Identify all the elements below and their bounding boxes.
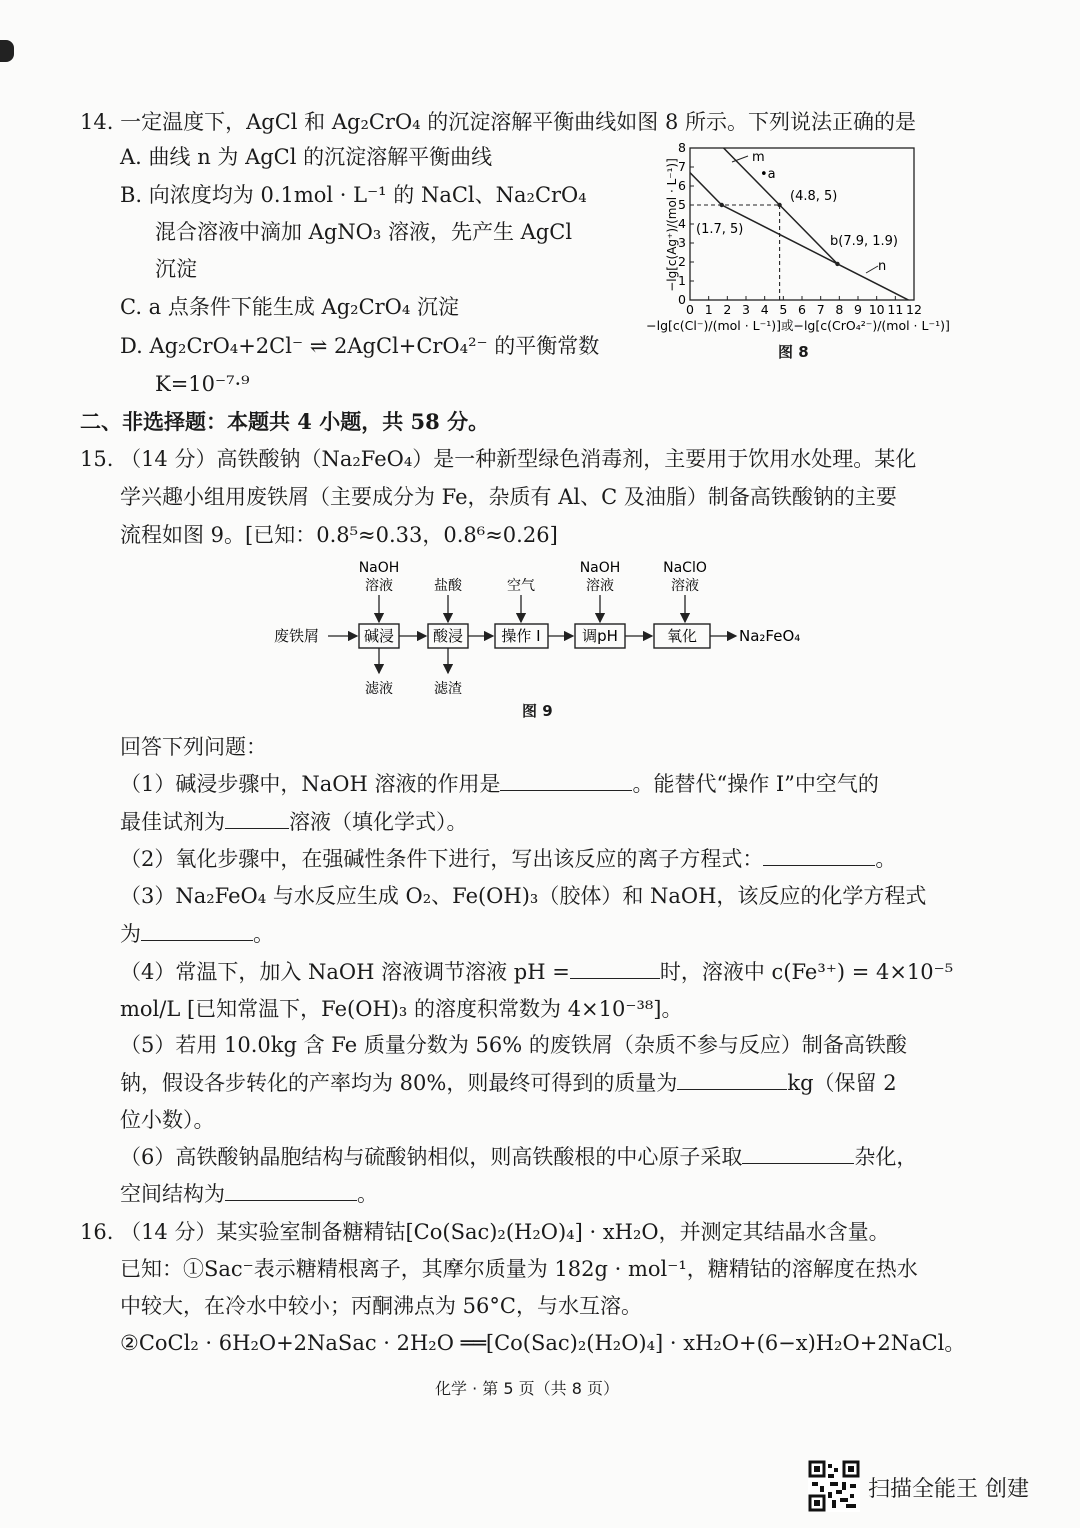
figure9-caption: 图 9 [522,702,553,720]
x-tick-label: 1 [704,302,713,317]
figure8-xlabel: −lg[c(Cl⁻)/(mol · L⁻¹)]或−lg[c(CrO₄²⁻)/(mol · L⁻¹)] [646,318,950,333]
q15-sub3-line2: 为 。 [120,922,274,946]
x-tick-label: 11 [887,302,904,317]
q15-sub4-line1: （4）常温下，加入 NaOH 溶液调节溶液 pH = 时，溶液中 c(Fe³⁺) = 4×10⁻⁵ [120,960,954,984]
x-tick-label: 0 [686,302,694,317]
label-m: m [752,150,765,165]
y-tick-label: 4 [678,216,686,231]
q15-sub4-line2: mol/L [已知常温下，Fe(OH)₃ 的溶度积常数为 4×10⁻³⁸]。 [120,997,683,1021]
q15-sub5-line2: 钠，假设各步转化的产率均为 80%，则最终可得到的质量为 kg（保留 2 [120,1071,897,1095]
x-tick-label: 7 [816,302,825,317]
qr-code-icon [808,1460,860,1512]
svg-text:溶液: 溶液 [365,578,393,594]
figure9-flowchart [270,555,830,700]
svg-text:盐酸: 盐酸 [434,578,462,594]
svg-text:NaOH: NaOH [579,560,621,576]
q15-line3: 流程如图 9。[已知：0.8⁵≈0.33，0.8⁶≈0.26] [120,523,558,547]
answer-blank-6[interactable] [677,1069,787,1090]
label-n: n [878,259,887,274]
svg-text:空气: 空气 [507,578,535,594]
q14-option-c: C. a 点条件下能生成 Ag₂CrO₄ 沉淀 [120,295,459,319]
q15-sub6-line1: （6）高铁酸钠晶胞结构与硫酸钠相似，则高铁酸根的中心原子采取 杂化， [120,1145,918,1169]
y-tick-label: 5 [678,197,686,212]
svg-text:酸浸: 酸浸 [432,627,464,645]
q14-option-b-line3: 沉淀 [155,257,197,281]
point-marker [720,203,724,207]
q15-sub1-line2: 最佳试剂为 溶液（填化学式）。 [120,810,468,834]
flow-start: 废铁屑 [274,627,320,645]
y-tick-label: 6 [678,178,686,193]
scan-edge-mark [0,40,14,62]
point-marker [777,203,781,207]
q15-sub6-line2: 空间结构为 。 [120,1182,378,1206]
x-tick-label: 12 [906,302,922,317]
x-tick-label: 8 [835,302,844,317]
point-marker [835,262,839,266]
y-tick-label: 7 [678,159,686,174]
y-tick-label: 8 [678,140,686,155]
section2-title: 二、非选择题：本题共 4 小题，共 58 分。 [80,409,490,434]
figure8-ylabel: −lg[c(Ag⁺)/(mol · L⁻¹)] [665,158,679,292]
svg-text:操作 I: 操作 I [501,627,541,645]
svg-text:碱浸: 碱浸 [363,627,395,645]
q14-option-d-line2: K=10⁻⁷·⁹ [155,372,250,396]
q15-sub2: （2）氧化步骤中，在强碱性条件下进行，写出该反应的离子方程式： 。 [120,847,897,871]
svg-text:NaOH: NaOH [358,560,400,576]
q15-sub1-line1: （1）碱浸步骤中，NaOH 溶液的作用是 。能替代“操作 I”中空气的 [120,772,879,796]
label-b: b(7.9, 1.9) [830,234,899,249]
svg-text:滤渣: 滤渣 [434,681,462,697]
q14-option-d-line1: D. Ag₂CrO₄+2Cl⁻ ⇌ 2AgCl+CrO₄²⁻ 的平衡常数 [120,334,600,358]
q14-option-a: A. 曲线 n 为 AgCl 的沉淀溶解平衡曲线 [120,145,493,169]
x-tick-label: 9 [854,302,862,317]
q16-line2: 已知：①Sac⁻表示糖精根离子，其摩尔质量为 182g · mol⁻¹，糖精钴的溶解度在热水 [120,1257,918,1281]
q14-option-b-line1: B. 向浓度均为 0.1mol · L⁻¹ 的 NaCl、Na₂CrO₄ [120,183,587,207]
svg-text:溶液: 溶液 [671,578,699,594]
answer-blank-2[interactable] [225,808,289,829]
answer-blank-1[interactable] [500,770,632,791]
y-tick-label: 2 [678,254,686,269]
q15-line1: 15. （14 分）高铁酸钠（Na₂FeO₄）是一种新型绿色消毒剂，主要用于饮用水处理。某化 [80,447,917,471]
q15-sub3-line1: （3）Na₂FeO₄ 与水反应生成 O₂、Fe(OH)₃（胶体）和 NaOH，该反应的化学方程式 [120,884,927,908]
svg-text:氧化: 氧化 [666,627,698,645]
scanner-watermark: 扫描全能王 创建 [868,1477,1029,1502]
x-tick-label: 2 [723,302,732,317]
label-p2: (1.7, 5) [696,222,744,237]
label-a: •a [760,167,776,182]
n-leader [866,266,878,273]
x-tick-label: 10 [868,302,885,317]
x-tick-label: 5 [779,302,788,317]
q16-line3: 中较大，在冷水中较小；丙酮沸点为 56°C，与水互溶。 [120,1294,642,1318]
q14-option-b-line2: 混合溶液中滴加 AgNO₃ 溶液，先产生 AgCl [155,220,573,244]
q15-line2: 学兴趣小组用废铁屑（主要成分为 Fe，杂质有 Al、C 及油脂）制备高铁酸钠的主要 [120,485,897,509]
answer-blank-4[interactable] [141,920,253,941]
svg-text:NaClO: NaClO [663,560,707,576]
flow-end: Na₂FeO₄ [739,627,801,645]
answer-blank-8[interactable] [225,1180,357,1201]
svg-text:滤液: 滤液 [365,681,393,697]
answer-blank-3[interactable] [763,845,875,866]
q15-answer-intro: 回答下列问题： [120,735,267,759]
q15-sub5-line3: 位小数）。 [120,1108,215,1132]
y-tick-label: 3 [678,235,686,250]
y-tick-label: 0 [678,292,686,307]
q16-line4: ②CoCl₂ · 6H₂O+2NaSac · 2H₂O ══[Co(Sac)₂(H₂O)₄] · xH₂O+(6−x)H₂O+2NaCl。 [120,1331,966,1355]
q16-line1: 16. （14 分）某实验室制备糖精钴[Co(Sac)₂(H₂O)₄] · xH₂O，并测定其结晶水含量。 [80,1220,890,1244]
q15-sub5-line1: （5）若用 10.0kg 含 Fe 质量分数为 56% 的废铁屑（杂质不参与反应）制备高铁酸 [120,1033,907,1057]
x-tick-label: 4 [760,302,769,317]
x-tick-label: 3 [742,302,750,317]
x-tick-label: 6 [798,302,806,317]
answer-blank-7[interactable] [742,1143,854,1164]
svg-text:溶液: 溶液 [586,578,614,594]
answer-blank-5[interactable] [570,958,660,979]
label-p1: (4.8, 5) [790,189,838,204]
page-footer: 化学 · 第 5 页（共 8 页） [435,1379,619,1398]
y-tick-label: 1 [678,273,686,288]
figure8-chart [620,140,1000,370]
svg-text:调pH: 调pH [582,627,618,645]
figure8-caption: 图 8 [778,343,809,361]
q14-stem: 14. 一定温度下，AgCl 和 Ag₂CrO₄ 的沉淀溶解平衡曲线如图 8 所示。下列说法正确的是 [80,110,916,134]
